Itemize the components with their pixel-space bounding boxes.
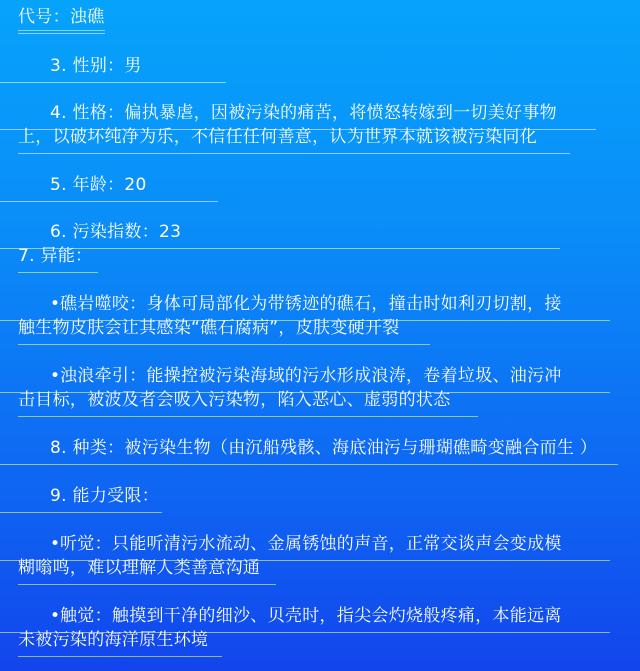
ability-1-text-a: 礁岩噬咬：身体可局部化为带锈迹的礁石，撞击时如利刃切割，接 (60, 294, 562, 314)
pollution-text: 6. 污染指数：23 (50, 222, 182, 242)
gender-text: 3. 性别：男 (50, 56, 142, 76)
limit-1-text-a: 听觉：只能听清污水流动、金属锈蚀的声音，正常交谈声会变成模 (60, 534, 562, 554)
ability-1-text-b: 触生物皮肤会让其感染“礁石腐病”，皮肤变硬开裂 (18, 318, 400, 338)
limit-1-line-b (18, 555, 276, 585)
gender-line (0, 53, 226, 83)
bullet-icon: • (50, 606, 61, 626)
ability-2-line-b (18, 387, 478, 417)
limits-title-line (0, 483, 162, 513)
ability-title-line (18, 243, 98, 273)
bullet-icon: • (50, 534, 61, 554)
personality-text-2: 上，以破坏纯净为乐，不信任任何善意，认为世界本就该被污染同化 (18, 127, 537, 147)
bullet-icon: • (50, 294, 61, 314)
limit-2-text-a: 触觉：触摸到干净的细沙、贝壳时，指尖会灼烧般疼痛，本能远离 (60, 606, 562, 626)
ability-2-text-a: 浊浪牵引：能操控被污染海域的污水形成浪涛，卷着垃圾、油污冲 (60, 366, 562, 386)
codename-text: 代号：浊礁 (18, 6, 105, 31)
codename-line (18, 4, 105, 34)
bullet-icon: • (50, 366, 61, 386)
ability-2-text-b: 击目标，被波及者会吸入污染物，陷入恶心、虚弱的状态 (18, 390, 451, 410)
limit-2-line-b (18, 627, 222, 657)
age-line (0, 172, 218, 202)
ability-1-line-b (18, 315, 430, 345)
age-text: 5. 年龄：20 (50, 175, 147, 195)
personality-text-1: 4. 性格：偏执暴虐，因被污染的痛苦，将愤怒转嫁到一切美好事物 (50, 103, 557, 123)
personality-line-2 (18, 124, 570, 154)
ability-title-text: 7. 异能： (18, 246, 93, 266)
species-text: 8. 种类：被污染生物（由沉船残骸、海底油污与珊瑚礁畸变融合而生 ） (50, 438, 598, 458)
limit-1-text-b: 糊嗡鸣，难以理解人类善意沟通 (18, 558, 261, 578)
species-line (0, 435, 618, 465)
limit-2-text-b: 未被污染的海洋原生环境 (18, 630, 209, 650)
limits-title-text: 9. 能力受限： (50, 486, 160, 506)
